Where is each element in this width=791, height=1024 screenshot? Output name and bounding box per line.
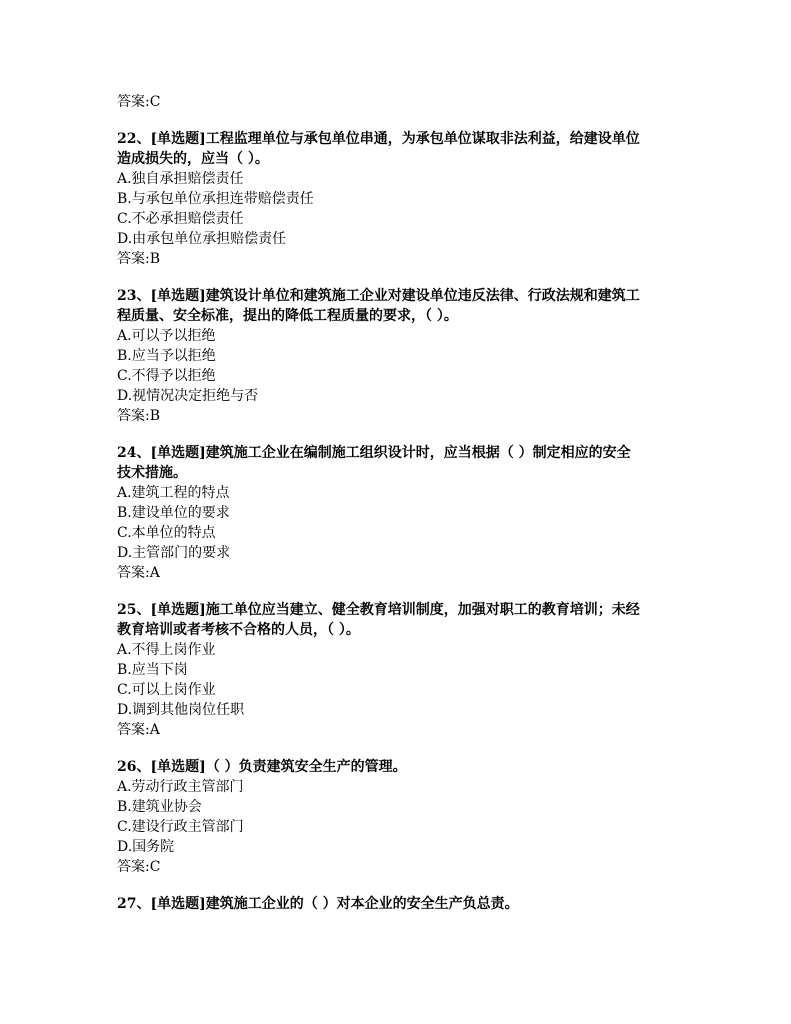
option-c: C.不得予以拒绝 [117, 368, 216, 384]
question-stem-line: 教育培训或者考核不合格的人员，（ ）。 [117, 622, 360, 638]
question-stem-line: 24、[单选题]建筑施工企业在编制施工组织设计时，应当根据（ ）制定相应的安全 [117, 445, 631, 461]
question-stem-line: 27、[单选题]建筑施工企业的（ ）对本企业的安全生产负总责。 [117, 896, 519, 912]
option-d: D.国务院 [117, 839, 175, 855]
option-b: B.应当下岗 [117, 662, 188, 678]
previous-answer: 答案:C [117, 94, 161, 110]
option-c: C.可以上岗作业 [117, 682, 216, 698]
question-26 [117, 757, 677, 877]
option-a: A.建筑工程的特点 [117, 485, 230, 501]
option-a: A.不得上岗作业 [117, 642, 216, 658]
option-c: C.不必承担赔偿责任 [117, 211, 244, 227]
question-25 [117, 600, 677, 740]
question-27 [117, 894, 677, 914]
option-d: D.主管部门的要求 [117, 545, 231, 561]
question-list [117, 92, 677, 931]
option-a: A.可以予以拒绝 [117, 328, 216, 344]
question-stem-line: 22、[单选题]工程监理单位与承包单位串通，为承包单位谋取非法利益，给建设单位 [117, 131, 640, 147]
answer: 答案:C [117, 859, 161, 875]
option-b: B.建设单位的要求 [117, 505, 230, 521]
question-24 [117, 443, 677, 583]
answer: 答案:B [117, 408, 161, 424]
option-c: C.本单位的特点 [117, 525, 216, 541]
question-stem-line: 造成损失的，应当（ ）。 [117, 151, 269, 167]
option-d: D.调到其他岗位任职 [117, 702, 245, 718]
answer: 答案:B [117, 251, 161, 267]
question-stem-line: 技术措施。 [117, 465, 187, 481]
question-stem-line: 23、[单选题]建筑设计单位和建筑施工企业对建设单位违反法律、行政法规和建筑工 [117, 288, 640, 304]
question-stem-line: 26、[单选题]（ ）负责建筑安全生产的管理。 [117, 759, 407, 775]
option-c: C.建设行政主管部门 [117, 819, 244, 835]
question-stem-line: 程质量、安全标准，提出的降低工程质量的要求，（ ）。 [117, 308, 458, 324]
option-a: A.劳动行政主管部门 [117, 779, 244, 795]
option-d: D.视情况决定拒绝与否 [117, 388, 259, 404]
question-23 [117, 286, 677, 426]
answer: 答案:A [117, 722, 160, 738]
option-b: B.应当予以拒绝 [117, 348, 216, 364]
option-a: A.独自承担赔偿责任 [117, 171, 244, 187]
option-d: D.由承包单位承担赔偿责任 [117, 231, 287, 247]
answer: 答案:A [117, 565, 160, 581]
option-b: B.建筑业协会 [117, 799, 202, 815]
option-b: B.与承包单位承担连带赔偿责任 [117, 191, 314, 207]
question-stem-line: 25、[单选题]施工单位应当建立、健全教育培训制度，加强对职工的教育培训；未经 [117, 602, 640, 618]
question-22 [117, 129, 677, 269]
